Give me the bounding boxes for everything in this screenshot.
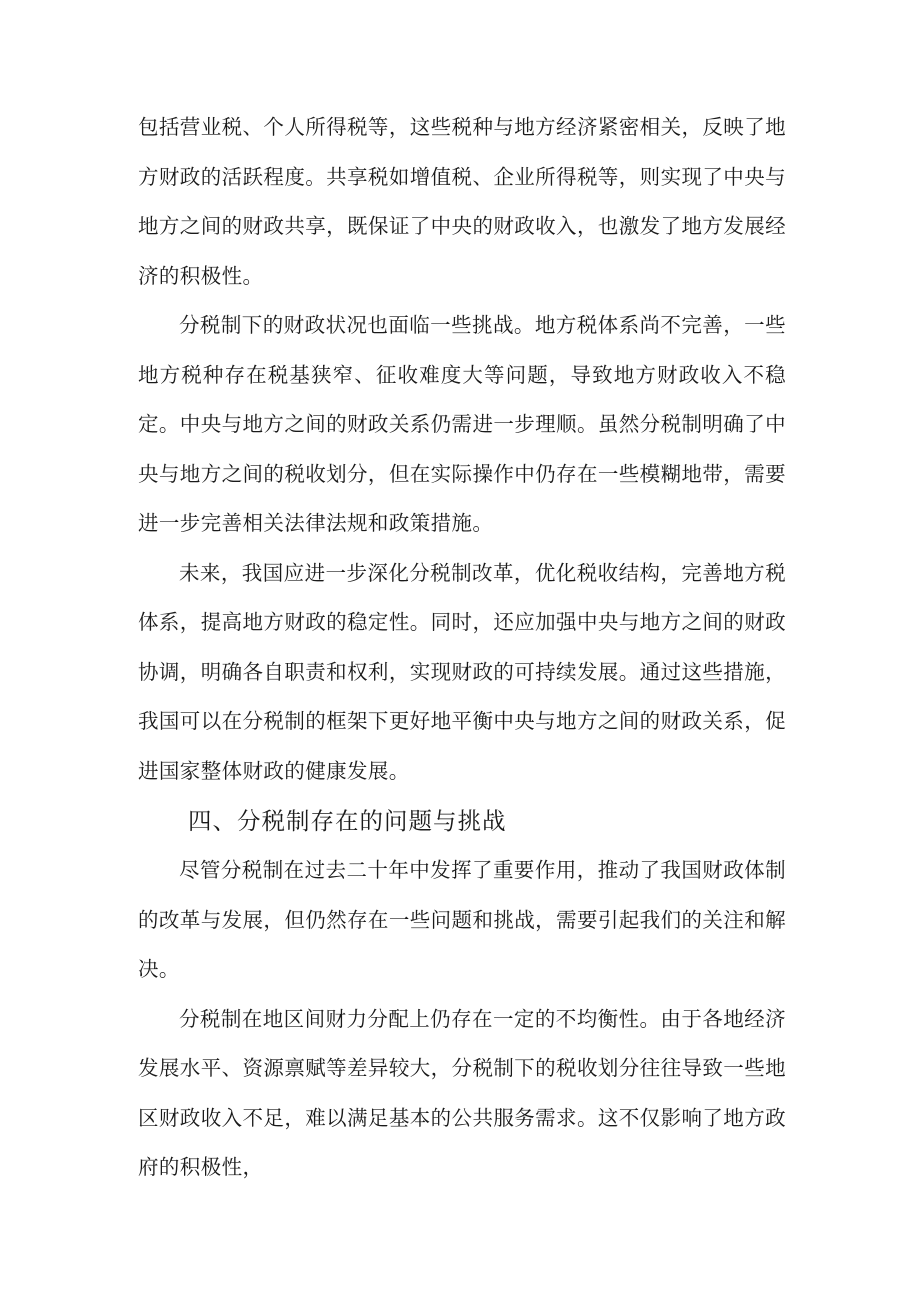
paragraph-2: 分税制下的财政状况也面临一些挑战。地方税体系尚不完善，一些地方税种存在税基狭窄、征收难度大等问题，导致地方财政收入不稳定。中央与地方之间的财政关系仍需进一步理顺。虽然分税制明确了中央与地方之间的税收划分，但在实际操作中仍存在一些模糊地带，需要进一步完善相关法律法规和政策措施。 <box>138 313 786 535</box>
paragraph-3: 未来，我国应进一步深化分税制改革，优化税收结构，完善地方税体系，提高地方财政的稳定性。同时，还应加强中央与地方之间的财政协调，明确各自职责和权利，实现财政的可持续发展。通过这些措施，我国可以在分税制的框架下更好地平衡中央与地方之间的财政关系，促进国家整体财政的健康发展。 <box>138 560 786 783</box>
paragraph-1: 包括营业税、个人所得税等，这些税种与地方经济紧密相关，反映了地方财政的活跃程度。共享税如增值税、企业所得税等，则实现了中央与地方之间的财政共享，既保证了中央的财政收入，也激发了地方发展经济的积极性。 <box>138 115 786 288</box>
paragraph-5: 分税制在地区间财力分配上仍存在一定的不均衡性。由于各地经济发展水平、资源禀赋等差异较大，分税制下的税收划分往往导致一些地区财政收入不足，难以满足基本的公共服务需求。这不仅影响了地方政府的积极性， <box>138 1006 786 1179</box>
paragraph-4: 尽管分税制在过去二十年中发挥了重要作用，推动了我国财政体制的改革与发展，但仍然存在一些问题和挑战，需要引起我们的关注和解决。 <box>138 858 786 981</box>
document-body <box>138 103 786 1193</box>
section-heading: 四、分税制存在的问题与挑战 <box>188 807 507 835</box>
